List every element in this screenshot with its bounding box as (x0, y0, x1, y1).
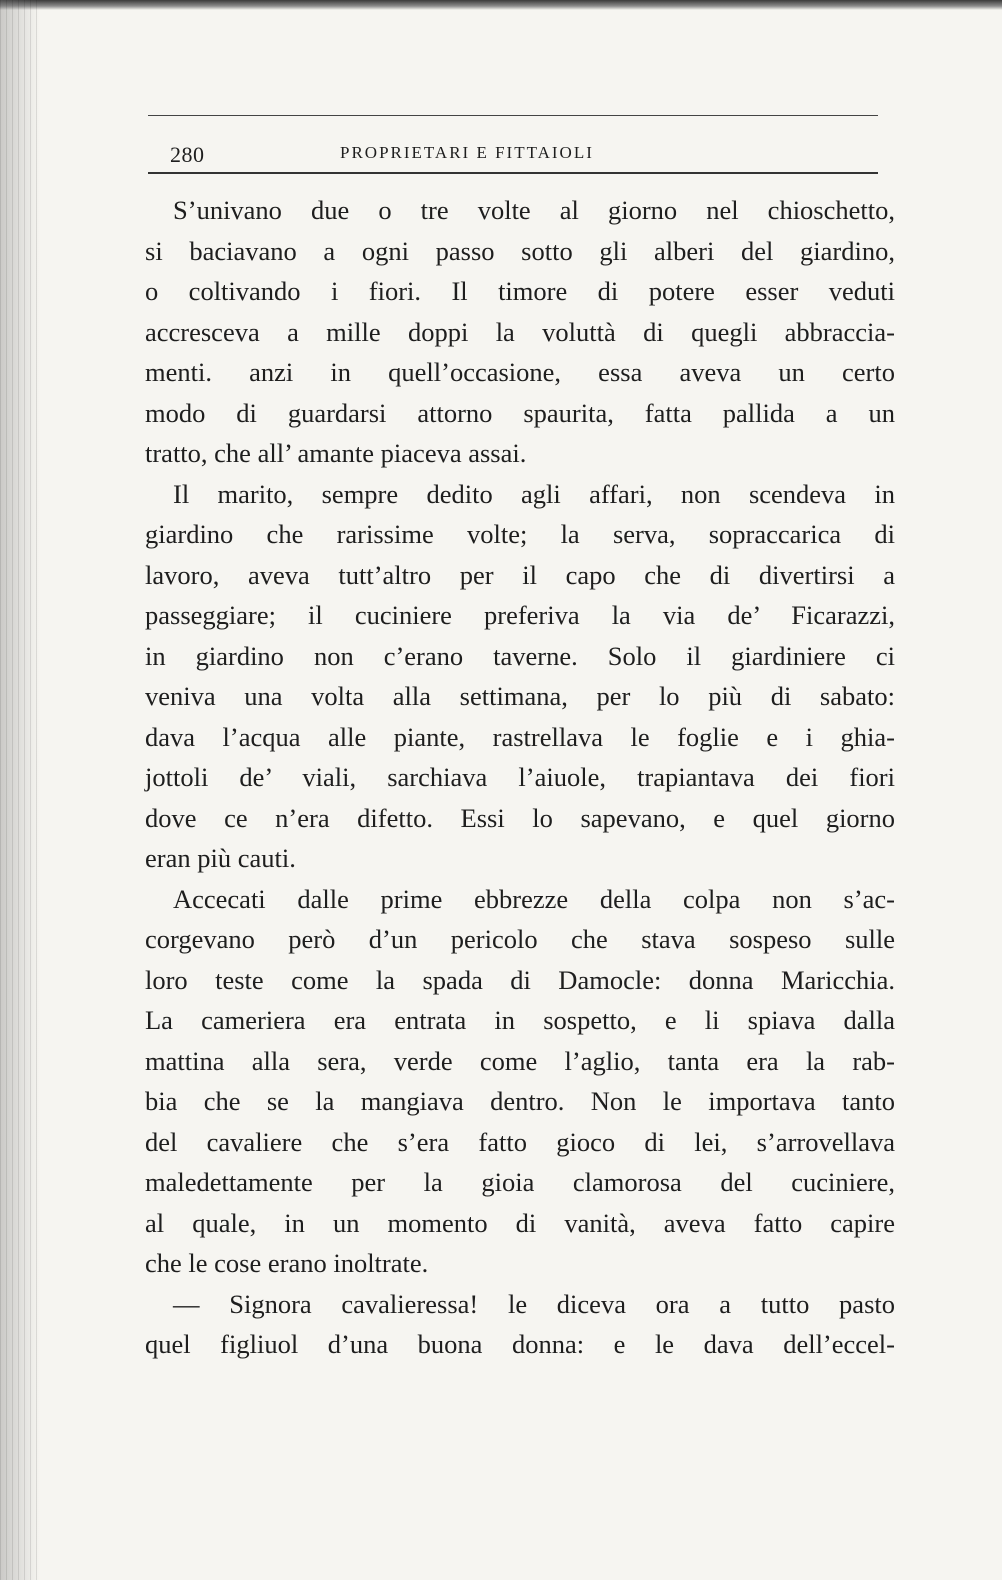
text-line: corgevano però d’un pericolo che stava sospeso sulle (145, 924, 895, 954)
scan-top-edge (0, 0, 1002, 10)
body-text (145, 190, 895, 1365)
running-head: PROPRIETARI E FITTAIOLI (340, 143, 594, 162)
text-line: o coltivando i fiori. Il timore di potere esser veduti (145, 276, 895, 306)
text-line: La cameriera era entrata in sospetto, e li spiava dalla (145, 1005, 895, 1035)
text-line: dava l’acqua alle piante, rastrellava le foglie e i ghia- (145, 721, 895, 752)
text-line: Il marito, sempre dedito agli affari, non scendeva in (173, 478, 895, 509)
top-rule (148, 115, 878, 116)
text-line: modo di guardarsi attorno spaurita, fatta pallida a un (145, 397, 895, 428)
page-number: 280 (170, 142, 205, 167)
text-line: al quale, in un momento di vanità, aveva fatto capire (145, 1207, 895, 1238)
page-header (140, 120, 880, 166)
text-line: loro teste come la spada di Damocle: donna Maricchia. (145, 964, 895, 995)
paragraph (145, 474, 895, 879)
text-line: tratto, che all’ amante piaceva assai. (145, 438, 527, 468)
text-line: che le cose erano inoltrate. (145, 1248, 429, 1278)
text-line: si baciavano a ogni passo sotto gli alberi del giardino, (145, 235, 895, 266)
text-line: menti. anzi in quell’occasione, essa aveva un certo (145, 357, 895, 387)
text-line: Accecati dalle prime ebbrezze della colpa non s’ac- (173, 883, 895, 914)
text-line: S’univano due o tre volte al giorno nel chioschetto, (173, 195, 895, 225)
text-line: eran più cauti. (145, 843, 296, 873)
header-rule (148, 172, 878, 174)
text-line: veniva una volta alla settimana, per lo più di sabato: (145, 681, 895, 711)
paragraph (145, 1284, 895, 1365)
text-line: mattina alla sera, verde come l’aglio, tanta era la rab- (145, 1045, 895, 1076)
text-line: quel figliuol d’una buona donna: e le dava dell’eccel- (145, 1329, 895, 1359)
text-line: giardino che rarissime volte; la serva, sopraccarica di (145, 519, 895, 549)
text-line: — Signora cavalieressa! le diceva ora a tutto pasto (173, 1288, 895, 1319)
text-line: del cavaliere che s’era fatto gioco di lei, s’arrovellava (145, 1126, 895, 1157)
text-line: passeggiare; il cuciniere preferiva la via de’ Ficarazzi, (145, 600, 895, 630)
text-line: maledettamente per la gioia clamorosa del cuciniere, (145, 1167, 895, 1197)
paragraph (145, 879, 895, 1284)
text-line: accresceva a mille doppi la voluttà di quegli abbraccia- (145, 316, 895, 347)
scan-left-edge (0, 0, 40, 1580)
paragraph (145, 190, 895, 474)
text-line: in giardino non c’erano taverne. Solo il giardiniere ci (145, 640, 895, 671)
text-line: bia che se la mangiava dentro. Non le importava tanto (145, 1086, 895, 1116)
text-line: lavoro, aveva tutt’altro per il capo che di divertirsi a (145, 559, 895, 590)
text-line: jottoli de’ viali, sarchiava l’aiuole, trapiantava dei fiori (145, 762, 895, 792)
text-line: dove ce n’era difetto. Essi lo sapevano, e quel giorno (145, 802, 895, 833)
